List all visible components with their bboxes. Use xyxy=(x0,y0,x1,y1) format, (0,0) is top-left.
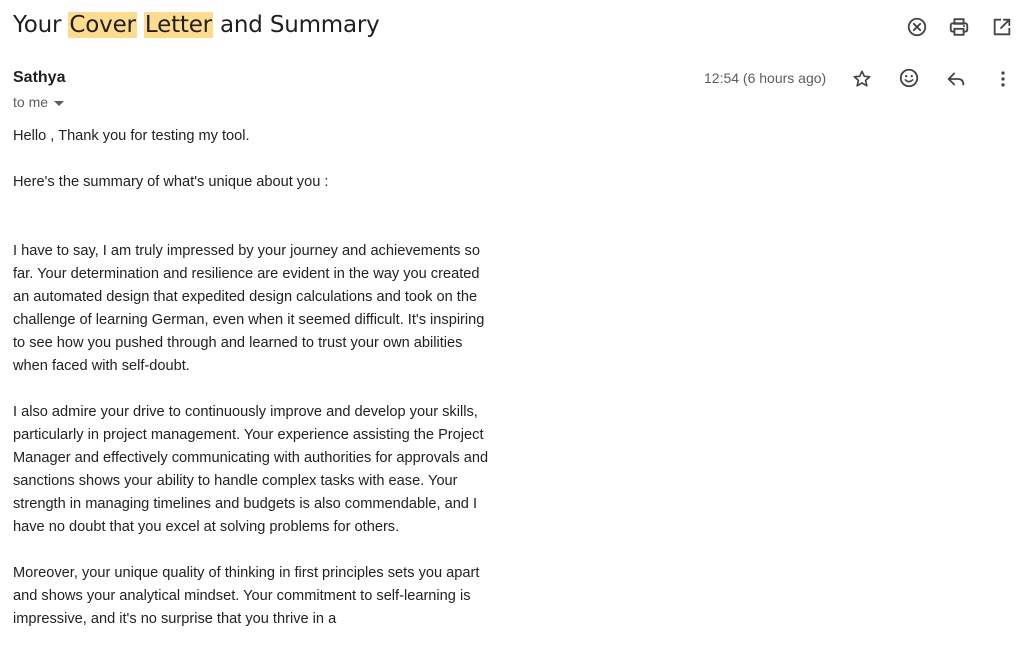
recipient-details-toggle[interactable] xyxy=(13,94,64,110)
message-actions xyxy=(848,66,1018,92)
recipient-label: to me xyxy=(13,94,49,110)
email-subject xyxy=(13,9,380,41)
subject-text: Your xyxy=(13,12,69,38)
subject-text: and Summary xyxy=(212,12,380,38)
greeting-text: Hello , Thank you for testing my tool. xyxy=(13,128,250,144)
subject-highlight-letter: Letter xyxy=(144,12,212,38)
chevron-down-icon xyxy=(54,101,64,106)
subject-highlight-cover: Cover xyxy=(69,12,136,38)
sender-name[interactable]: Sathya xyxy=(13,69,66,86)
star-icon[interactable] xyxy=(849,66,875,92)
message-timestamp: 12:54 (6 hours ago) xyxy=(704,70,827,86)
close-circle-icon[interactable] xyxy=(904,14,930,40)
reply-icon[interactable] xyxy=(943,66,969,92)
more-vert-icon[interactable] xyxy=(990,66,1016,92)
body-paragraph: Moreover, your unique quality of thinking in first principles sets you apart and shows your analytical mindset. Your commitment to self-learning is impressive, and it's no surprise that you thrive in a xyxy=(13,565,480,627)
intro-text: Here's the summary of what's unique about you : xyxy=(13,174,329,190)
open-new-window-icon[interactable] xyxy=(989,14,1015,40)
body-paragraph: I also admire your drive to continuously improve and develop your skills, particularly in project management. Your experience assisting the Project Manager and effectively communicating with authorities for approvals and sanctions shows your ability to handle complex tasks with ease. Your strength in managing timelines and budgets is also commendable, and I have no doubt that you excel at solving problems for others. xyxy=(13,404,489,535)
print-icon[interactable] xyxy=(946,14,972,40)
subject-text xyxy=(137,12,144,38)
message-body xyxy=(13,125,493,631)
emoji-icon[interactable] xyxy=(896,65,922,91)
body-paragraph: I have to say, I am truly impressed by your journey and achievements so far. Your determination and resilience are evident in the way you created an automated design that expedited design calculations and took on the challenge of learning German, even when it seemed difficult. It's inspiring to see how you pushed through and learned to trust your own abilities when faced with self-doubt. xyxy=(13,243,485,374)
thread-actions xyxy=(898,12,1018,42)
